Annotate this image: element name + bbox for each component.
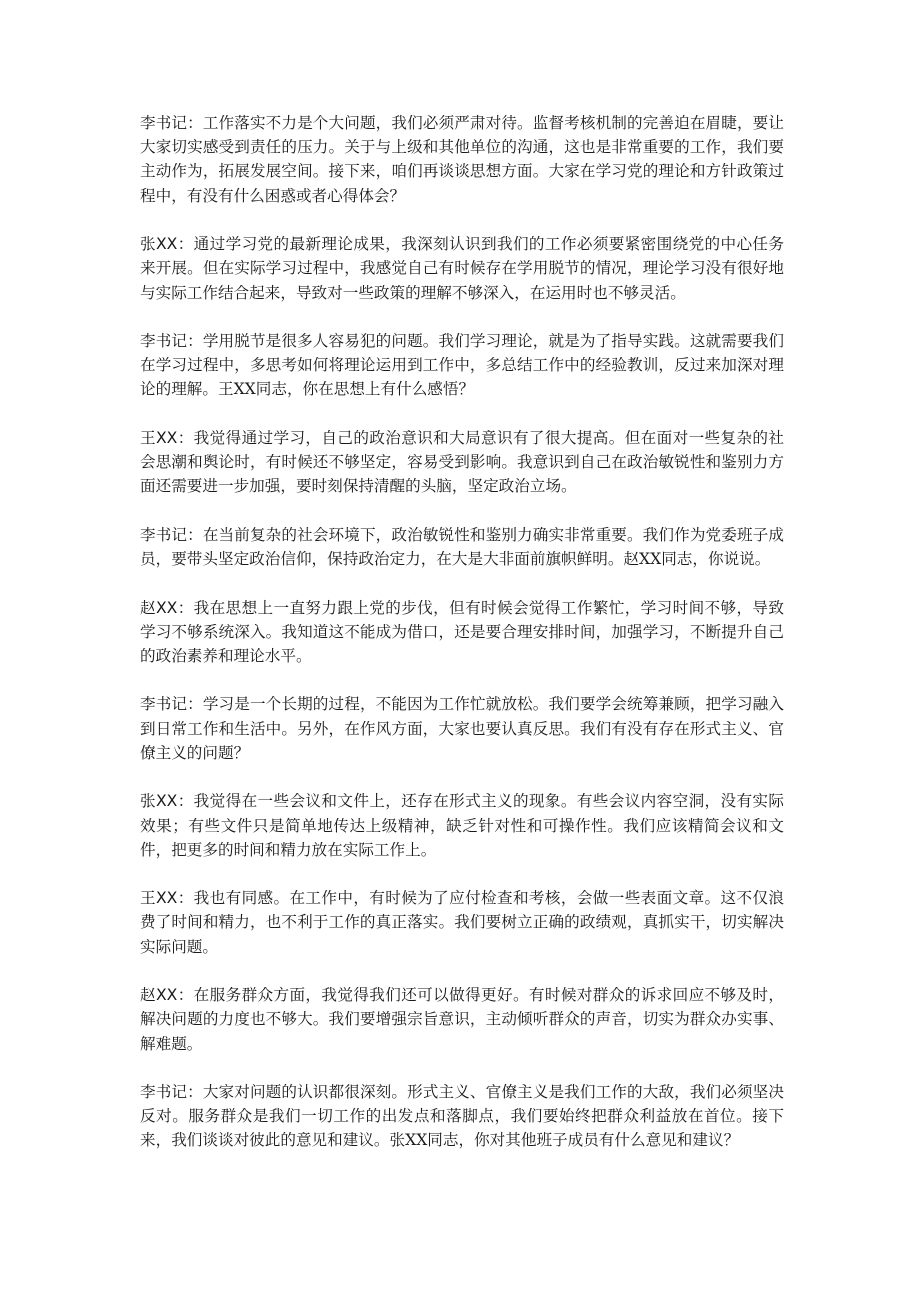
paragraph-text: 学用脱节是很多人容易犯的问题。我们学习理论，就是为了指导实践。这就需要我们在学习过程中，多思考如何将理论运用到工作中，多总结工作中的经验教训，反过来加深对理论的理解。王XX同志，你在思想上有什么感悟？	[140, 332, 784, 399]
paragraph-10	[140, 983, 784, 1056]
paragraph-text: 我觉得通过学习，自己的政治意识和大局意识有了很大提高。但在面对一些复杂的社会思潮和舆论时，有时候还不够坚定，容易受到影响。我意识到自己在政治敏锐性和鉴别力方面还需要进一步加强，要时刻保持清醒的头脑，坚定政治立场。	[140, 428, 784, 496]
speaker-label: 张XX：	[140, 792, 194, 811]
speaker-label: 张XX：	[140, 235, 194, 254]
paragraph-text: 在服务群众方面，我觉得我们还可以做得更好。有时候对群众的诉求回应不够及时，解决问题的力度也不够大。我们要增强宗旨意识，主动倾听群众的声音，切实为群众办实事、解难题。	[140, 986, 784, 1053]
paragraph-text: 通过学习党的最新理论成果，我深刻认识到我们的工作必须要紧密围绕党的中心任务来开展。但在实际学习过程中，我感觉自己有时候存在学用脱节的情况，理论学习没有很好地与实际工作结合起来，导致对一些政策的理解不够深入，在运用时也不够灵活。	[140, 235, 784, 302]
paragraph-text: 在当前复杂的社会环境下，政治敏锐性和鉴别力确实非常重要。我们作为党委班子成员，要带头坚定政治信仰，保持政治定力，在大是大非面前旗帜鲜明。赵XX同志，你说说。	[140, 525, 784, 569]
document-body	[140, 111, 784, 1177]
paragraph-9	[140, 886, 784, 959]
speaker-label: 李书记：	[140, 695, 203, 714]
speaker-label: 王XX：	[140, 889, 194, 908]
paragraph-text: 我也有同感。在工作中，有时候为了应付检查和考核，会做一些表面文章。这不仅浪费了时间和精力，也不利于工作的真正落实。我们要树立正确的政绩观，真抓实干，切实解决实际问题。	[140, 889, 784, 956]
speaker-label: 李书记：	[140, 332, 203, 351]
paragraph-text: 我在思想上一直努力跟上党的步伐，但有时候会觉得工作繁忙，学习时间不够，导致学习不够系统深入。我知道这不能成为借口，还是要合理安排时间，加强学习，不断提升自己的政治素养和理论水平。	[140, 598, 784, 665]
paragraph-text: 学习是一个长期的过程，不能因为工作忙就放松。我们要学会统筹兼顾，把学习融入到日常工作和生活中。另外，在作风方面，大家也要认真反思。我们有没有存在形式主义、官僚主义的问题？	[140, 695, 784, 762]
paragraph-3	[140, 329, 784, 402]
paragraph-text: 工作落实不力是个大问题，我们必须严肃对待。监督考核机制的完善迫在眉睫，要让大家切实感受到责任的压力。关于与上级和其他单位的沟通，这也是非常重要的工作，我们要主动作为，拓展发展空间。接下来，咱们再谈谈思想方面。大家在学习党的理论和方针政策过程中，有没有什么困惑或者心得体会？	[140, 114, 784, 205]
paragraph-2	[140, 232, 784, 305]
speaker-label: 赵XX：	[140, 986, 194, 1005]
paragraph-text: 大家对问题的认识都很深刻。形式主义、官僚主义是我们工作的大敌，我们必须坚决反对。服务群众是我们一切工作的出发点和落脚点，我们要始终把群众利益放在首位。接下来，我们谈谈对彼此的意见和建议。张XX同志，你对其他班子成员有什么意见和建议？	[140, 1083, 784, 1150]
paragraph-1	[140, 111, 784, 208]
paragraph-6	[140, 596, 784, 669]
paragraph-7	[140, 692, 784, 765]
speaker-label: 王XX：	[140, 428, 194, 447]
speaker-label: 李书记：	[140, 1083, 203, 1102]
paragraph-8	[140, 789, 784, 862]
speaker-label: 赵XX：	[140, 598, 194, 617]
paragraph-5	[140, 523, 784, 571]
paragraph-text: 我觉得在一些会议和文件上，还存在形式主义的现象。有些会议内容空洞，没有实际效果；有些文件只是简单地传达上级精神，缺乏针对性和可操作性。我们应该精简会议和文件，把更多的时间和精力放在实际工作上。	[140, 792, 784, 859]
paragraph-11	[140, 1080, 784, 1153]
speaker-label: 李书记：	[140, 525, 203, 544]
speaker-label: 李书记：	[140, 114, 203, 132]
paragraph-4	[140, 426, 784, 499]
